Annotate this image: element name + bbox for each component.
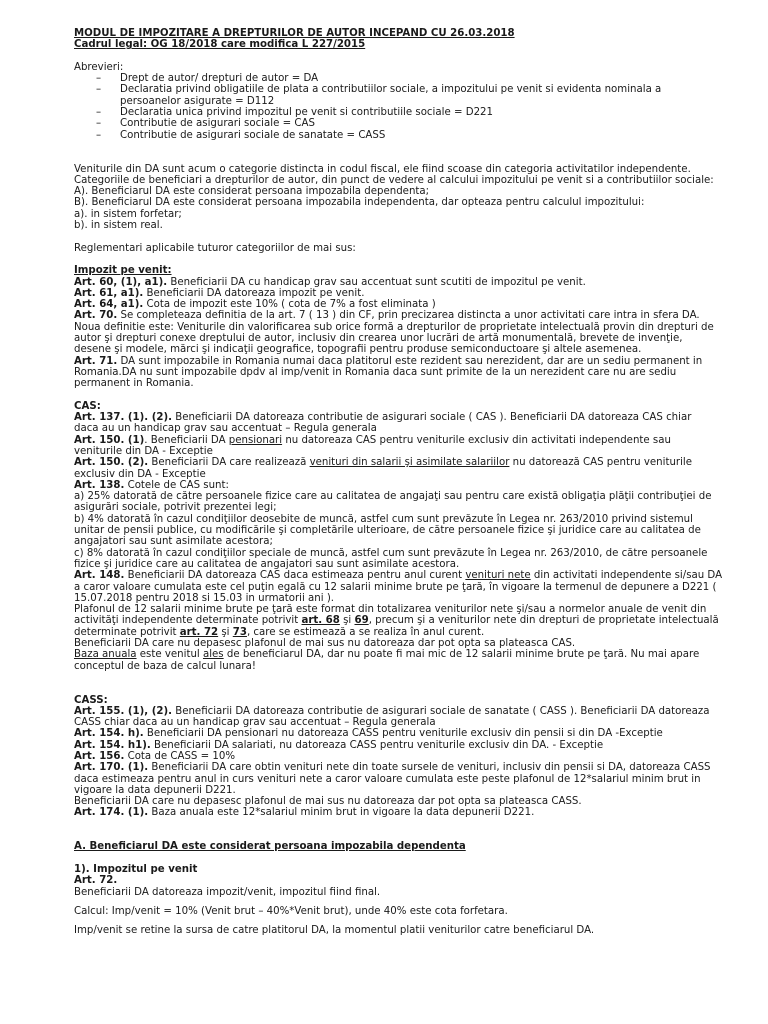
section-heading-cass: CASS:	[74, 694, 108, 706]
article-170-text: daca estimeaza pentru anul in curs venituri nete a caror valoare cumulata este peste plafonul de 12*salariul minim brut in	[74, 773, 701, 785]
dash-bullet: –	[96, 73, 102, 85]
article-70: Art. 70. Se completeaza definitia de la art. 7 ( 13 ) din CF, prin precizarea distincta a unor activitati care intra in sfera DA.	[74, 310, 700, 322]
document-page	[74, 28, 724, 936]
article-170: Art. 170. (1). Beneficiarii DA care obtin venituri nete din toate sursele de venituri, inclusiv din pensii si DA, datoreaza CASS	[74, 762, 711, 774]
document-title: MODUL DE IMPOZITARE A DREPTURILOR DE AUTOR INCEPAND CU 26.03.2018	[74, 28, 515, 39]
article-60: Art. 60, (1), a1). Beneficiarii DA cu handicap grav sau accentuat sunt scutiti de impozitul pe venit.	[74, 276, 586, 288]
article-64: Art. 64, a1). Cota de impozit este 10% ( cota de 7% a fost eliminata )	[74, 299, 436, 311]
article-154-h: Art. 154. h). Beneficiarii DA pensionari nu datoreaza CASS pentru veniturile exclusiv din pensii si din DA -Exceptie	[74, 728, 663, 740]
intro-paragraph: Categoriile de beneficiari a drepturilor de autor, din punct de vedere al calcului impozitului pe venit si a contributiilor sociale:	[74, 174, 714, 186]
category-a: A). Beneficiarul DA este considerat persoana impozabila dependenta;	[74, 186, 430, 198]
section-heading-cas: CAS:	[74, 400, 101, 412]
dash-bullet: –	[96, 129, 102, 141]
plafon-text: Plafonul de 12 salarii minime brute pe ţară este format din totalizarea veniturilor nete şi/sau a normelor anuale de venit din	[74, 604, 707, 616]
intro-paragraph: Veniturile din DA sunt acum o categorie distincta in codul fiscal, ele fiind scoase din categoria activitatilor independente.	[74, 163, 691, 175]
abbreviations-heading: Abrevieri:	[74, 61, 124, 73]
rate-a: asigurări sociale, potrivit prezentei legi;	[74, 502, 277, 514]
article-150-1: Art. 150. (1). Beneficiarii DA pensionari nu datoreaza CAS pentru veniturile exclusiv din activitati independente sau	[74, 434, 671, 446]
article-156: Art. 156. Cota de CASS = 10%	[74, 751, 236, 762]
article-61: Art. 61, a1). Beneficiarii DA datoreaza impozit pe venit.	[74, 287, 365, 299]
rate-c: c) 8% datorată în cazul condiţiilor speciale de muncă, astfel cum sunt prevăzute în Legea nr. 263/2010, de către persoanele	[74, 547, 708, 559]
article-150-2-text: exclusiv din DA - Exceptie	[74, 468, 206, 480]
plafon-text: determinate potrivit art. 72 şi 73, care se estimează a se realiza în anul curent.	[74, 626, 485, 638]
dash-bullet: –	[96, 84, 102, 96]
article-71: Art. 71. DA sunt impozabile in Romania numai daca platitorul este rezident sau nerezident, dar are un sediu permanent in	[74, 355, 703, 367]
section-a-heading: A. Beneficiarul DA este considerat persoana impozabila dependenta	[74, 841, 466, 853]
article-174: Art. 174. (1). Baza anuala este 12*salariul minim brut in vigoare la data depunerii D221.	[74, 807, 535, 819]
section-a-article: Art. 72.	[74, 875, 118, 887]
article-148-text: 15.07.2018 pentru 2018 si 15.03 in urmatorii ani ).	[74, 592, 335, 604]
article-170-text: vigoare la data depunerii D221.	[74, 784, 236, 796]
cas-optional: Beneficiarii DA care nu depasesc plafonul de mai sus nu datoreaza dar pot opta sa plateasca CAS.	[74, 638, 576, 650]
article-148-text: a caror valoare cumulata este cel puţin egală cu 12 salarii minime brute pe ţară, în vigoare la termenul de depunere a D221 (	[74, 581, 717, 593]
article-155: Art. 155. (1), (2). Beneficiarii DA datoreaza contributie de asigurari sociale de sanatate ( CASS ). Beneficiarii DA datoreaza	[74, 705, 710, 717]
section-heading-impozit: Impozit pe venit:	[74, 265, 172, 277]
link-art-68[interactable]: art. 68	[301, 615, 340, 627]
article-71-text: Romania.DA nu sunt impozabile dpdv al imp/venit in Romania daca sunt primite de la un nerezident care nu are sediu	[74, 366, 677, 378]
article-154-h1: Art. 154. h1). Beneficiarii DA salariati, nu datoreaza CASS pentru veniturile exclusiv din DA. - Exceptie	[74, 739, 604, 751]
section-a-subheading: 1). Impozitul pe venit	[74, 863, 198, 875]
article-137-text: daca au un handicap grav sau accentuat – Regula generala	[74, 423, 377, 435]
section-a-calculation: Calcul: Imp/venit = 10% (Venit brut – 40%*Venit brut), unde 40% este cota forfetara.	[74, 905, 508, 917]
abbreviation-item: – Contributie de asigurari sociale = CAS	[96, 118, 315, 130]
option-forfetar: a). in sistem forfetar;	[74, 208, 182, 220]
rate-b: unitar de pensii publice, cu modificările şi completările ulterioare, de către persoanele fizice şi juridice care au calitatea de	[74, 525, 701, 537]
baza-anuala-text: conceptul de baza de calcul lunara!	[74, 660, 256, 672]
abbreviation-item: – Declaratia unica privind impozitul pe venit si contributiile sociale = D221	[96, 107, 494, 119]
article-150-1-text: veniturile din DA - Exceptie	[74, 445, 213, 457]
article-137: Art. 137. (1). (2). Beneficiarii DA datoreaza contributie de asigurari sociale ( CAS ). Beneficiarii DA datoreaza CAS chiar	[74, 412, 692, 424]
abbreviation-item: – Declaratia privind obligatiile de plata a contributiilor sociale, a impozitului pe venit si evidenta nominala a persoanelor asigurate = D112	[96, 84, 662, 107]
rate-b: angajatori sau sunt asimilate acestora;	[74, 536, 273, 548]
section-a-paragraph: Beneficiarii DA datoreaza impozit/venit, impozitul fiind final.	[74, 886, 381, 898]
article-70-text: autor şi drepturi conexe dreptului de autor, inclusiv din crearea unor lucrări de artă monumentală, brevete de invenţie,	[74, 333, 683, 345]
article-70-text: desene şi modele, mărci şi indicaţii geografice, topografii pentru produse semiconductoare şi altele asemenea.	[74, 344, 642, 356]
link-art-72[interactable]: art. 72	[179, 626, 219, 638]
option-real: b). in sistem real.	[74, 220, 163, 232]
article-138: Art. 138. Cotele de CAS sunt:	[74, 479, 229, 491]
article-155-text: CASS chiar daca au un handicap grav sau accentuat – Regula generala	[74, 717, 436, 729]
link-art-69[interactable]: 69	[354, 615, 369, 627]
abbreviation-item: – Contributie de asigurari sociale de sanatate = CASS	[96, 129, 386, 141]
plafon-text: activităţi independente determinate potrivit art. 68 şi 69, precum şi a veniturilor nete din drepturi de proprietate intelectuală	[74, 615, 719, 627]
dash-bullet: –	[96, 118, 102, 130]
dash-bullet: –	[96, 107, 102, 119]
article-148: Art. 148. Beneficiarii DA datoreaza CAS daca estimeaza pentru anul curent venituri nete din activitati independente si/sau DA	[74, 570, 723, 582]
link-art-73[interactable]: 73	[232, 626, 247, 638]
cass-optional: Beneficiarii DA care nu depasesc plafonul de mai sus nu datoreaza dar pot opta sa plateasca CASS.	[74, 796, 582, 808]
abbreviation-item: – Drept de autor/ drepturi de autor = DA	[96, 73, 319, 85]
article-150-2: Art. 150. (2). Beneficiarii DA care realizează venituri din salarii şi asimilate salariilor nu datorează CAS pentru veniturile	[74, 457, 693, 469]
rate-a: a) 25% datorată de către persoanele fizice care au calitatea de angajaţi sau pentru care există obligaţia plăţii contribuţiei de	[74, 491, 712, 503]
abbreviations-list	[74, 73, 724, 141]
article-71-text: permanent in Romania.	[74, 378, 194, 390]
baza-anuala: Baza anuala este venitul ales de beneficiarul DA, dar nu poate fi mai mic de 12 salarii minime brute pe ţară. Nu mai apare	[74, 649, 700, 661]
legal-framework: Cadrul legal: OG 18/2018 care modifica L 227/2015	[74, 39, 366, 51]
category-b: B). Beneficiarul DA este considerat persoana impozabila independenta, dar opteaza pentru calculul impozitului:	[74, 197, 645, 209]
rate-c: fizice şi juridice care au calitatea de angajatori sau sunt asimilate acestora.	[74, 558, 460, 570]
article-70-text: Noua definitie este: Veniturile din valorificarea sub orice formă a drepturilor de proprietate intelectuală provin din drepturi de	[74, 321, 714, 333]
rate-b: b) 4% datorată în cazul condiţiilor deosebite de muncă, astfel cum sunt prevăzute în Legea nr. 263/2010 privind sistemul	[74, 513, 693, 525]
section-a-paragraph: Imp/venit se retine la sursa de catre platitorul DA, la momentul platii veniturilor catre beneficiarul DA.	[74, 925, 595, 937]
rules-intro: Reglementari aplicabile tuturor categoriilor de mai sus:	[74, 242, 356, 254]
